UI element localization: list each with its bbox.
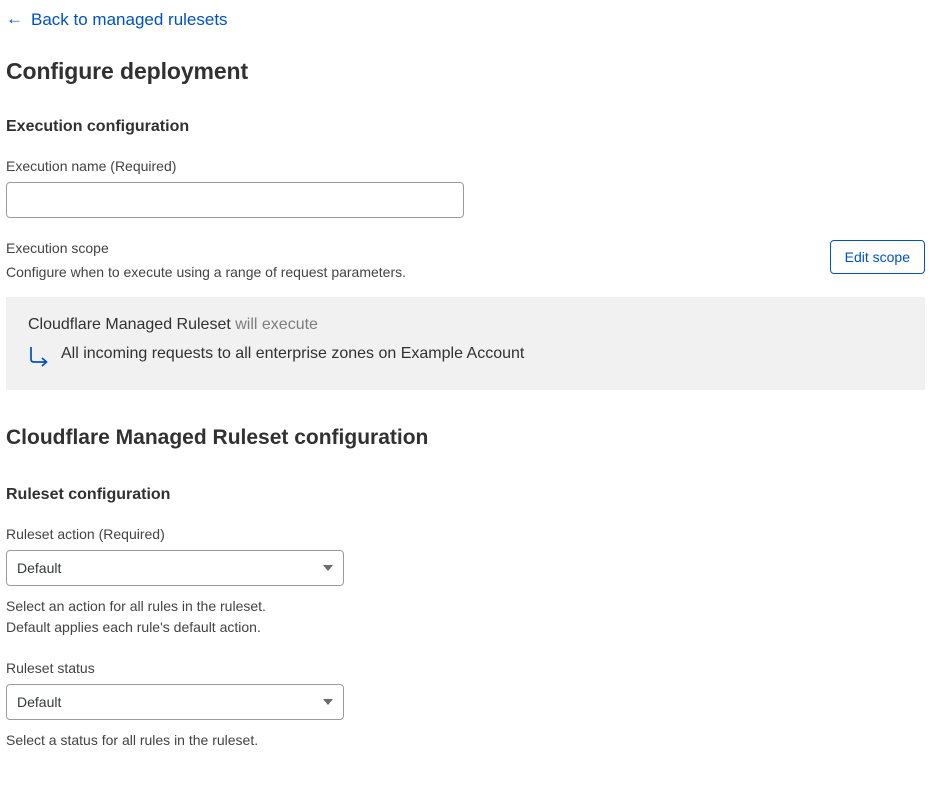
back-arrow-icon: ← <box>6 9 23 28</box>
ruleset-configuration-subheading: Ruleset configuration <box>6 486 171 503</box>
scope-summary-headline <box>28 316 903 334</box>
scope-summary-detail-row <box>28 345 903 368</box>
execution-scope-summary-panel <box>6 297 925 390</box>
ruleset-status-label: Ruleset status <box>6 660 95 676</box>
back-to-managed-rulesets-link[interactable] <box>6 11 228 28</box>
execution-configuration-heading: Execution configuration <box>6 118 190 135</box>
ruleset-status-select[interactable] <box>6 684 344 720</box>
ruleset-action-helper-line1: Select an action for all rules in the ruleset. <box>6 598 266 614</box>
execution-name-input[interactable] <box>6 182 464 218</box>
ruleset-status-select-value[interactable]: Default <box>6 684 344 720</box>
ruleset-status-helper-line1: Select a status for all rules in the ruleset. <box>6 732 259 748</box>
ruleset-configuration-heading: Cloudflare Managed Ruleset configuration <box>6 426 429 449</box>
ruleset-action-label: Ruleset action (Required) <box>6 526 165 542</box>
back-link-label: Back to managed rulesets <box>31 10 228 29</box>
scope-summary-detail: All incoming requests to all enterprise zones on Example Account <box>61 345 525 362</box>
execution-scope-label: Execution scope <box>6 240 109 256</box>
execution-scope-texts <box>6 240 406 283</box>
page-title: Configure deployment <box>6 58 249 84</box>
execution-name-label: Execution name (Required) <box>6 158 177 174</box>
edit-scope-button[interactable]: Edit scope <box>830 240 925 274</box>
ruleset-action-select[interactable] <box>6 550 344 586</box>
ruleset-action-select-value[interactable]: Default <box>6 550 344 586</box>
execution-scope-description: Configure when to execute using a range of request parameters. <box>6 264 407 280</box>
corner-down-right-arrow-icon <box>28 346 50 368</box>
scope-summary-ruleset-name: Cloudflare Managed Ruleset <box>28 316 231 333</box>
ruleset-action-helper-line2: Default applies each rule's default action. <box>6 619 261 635</box>
scope-summary-will-execute: will execute <box>230 316 318 333</box>
